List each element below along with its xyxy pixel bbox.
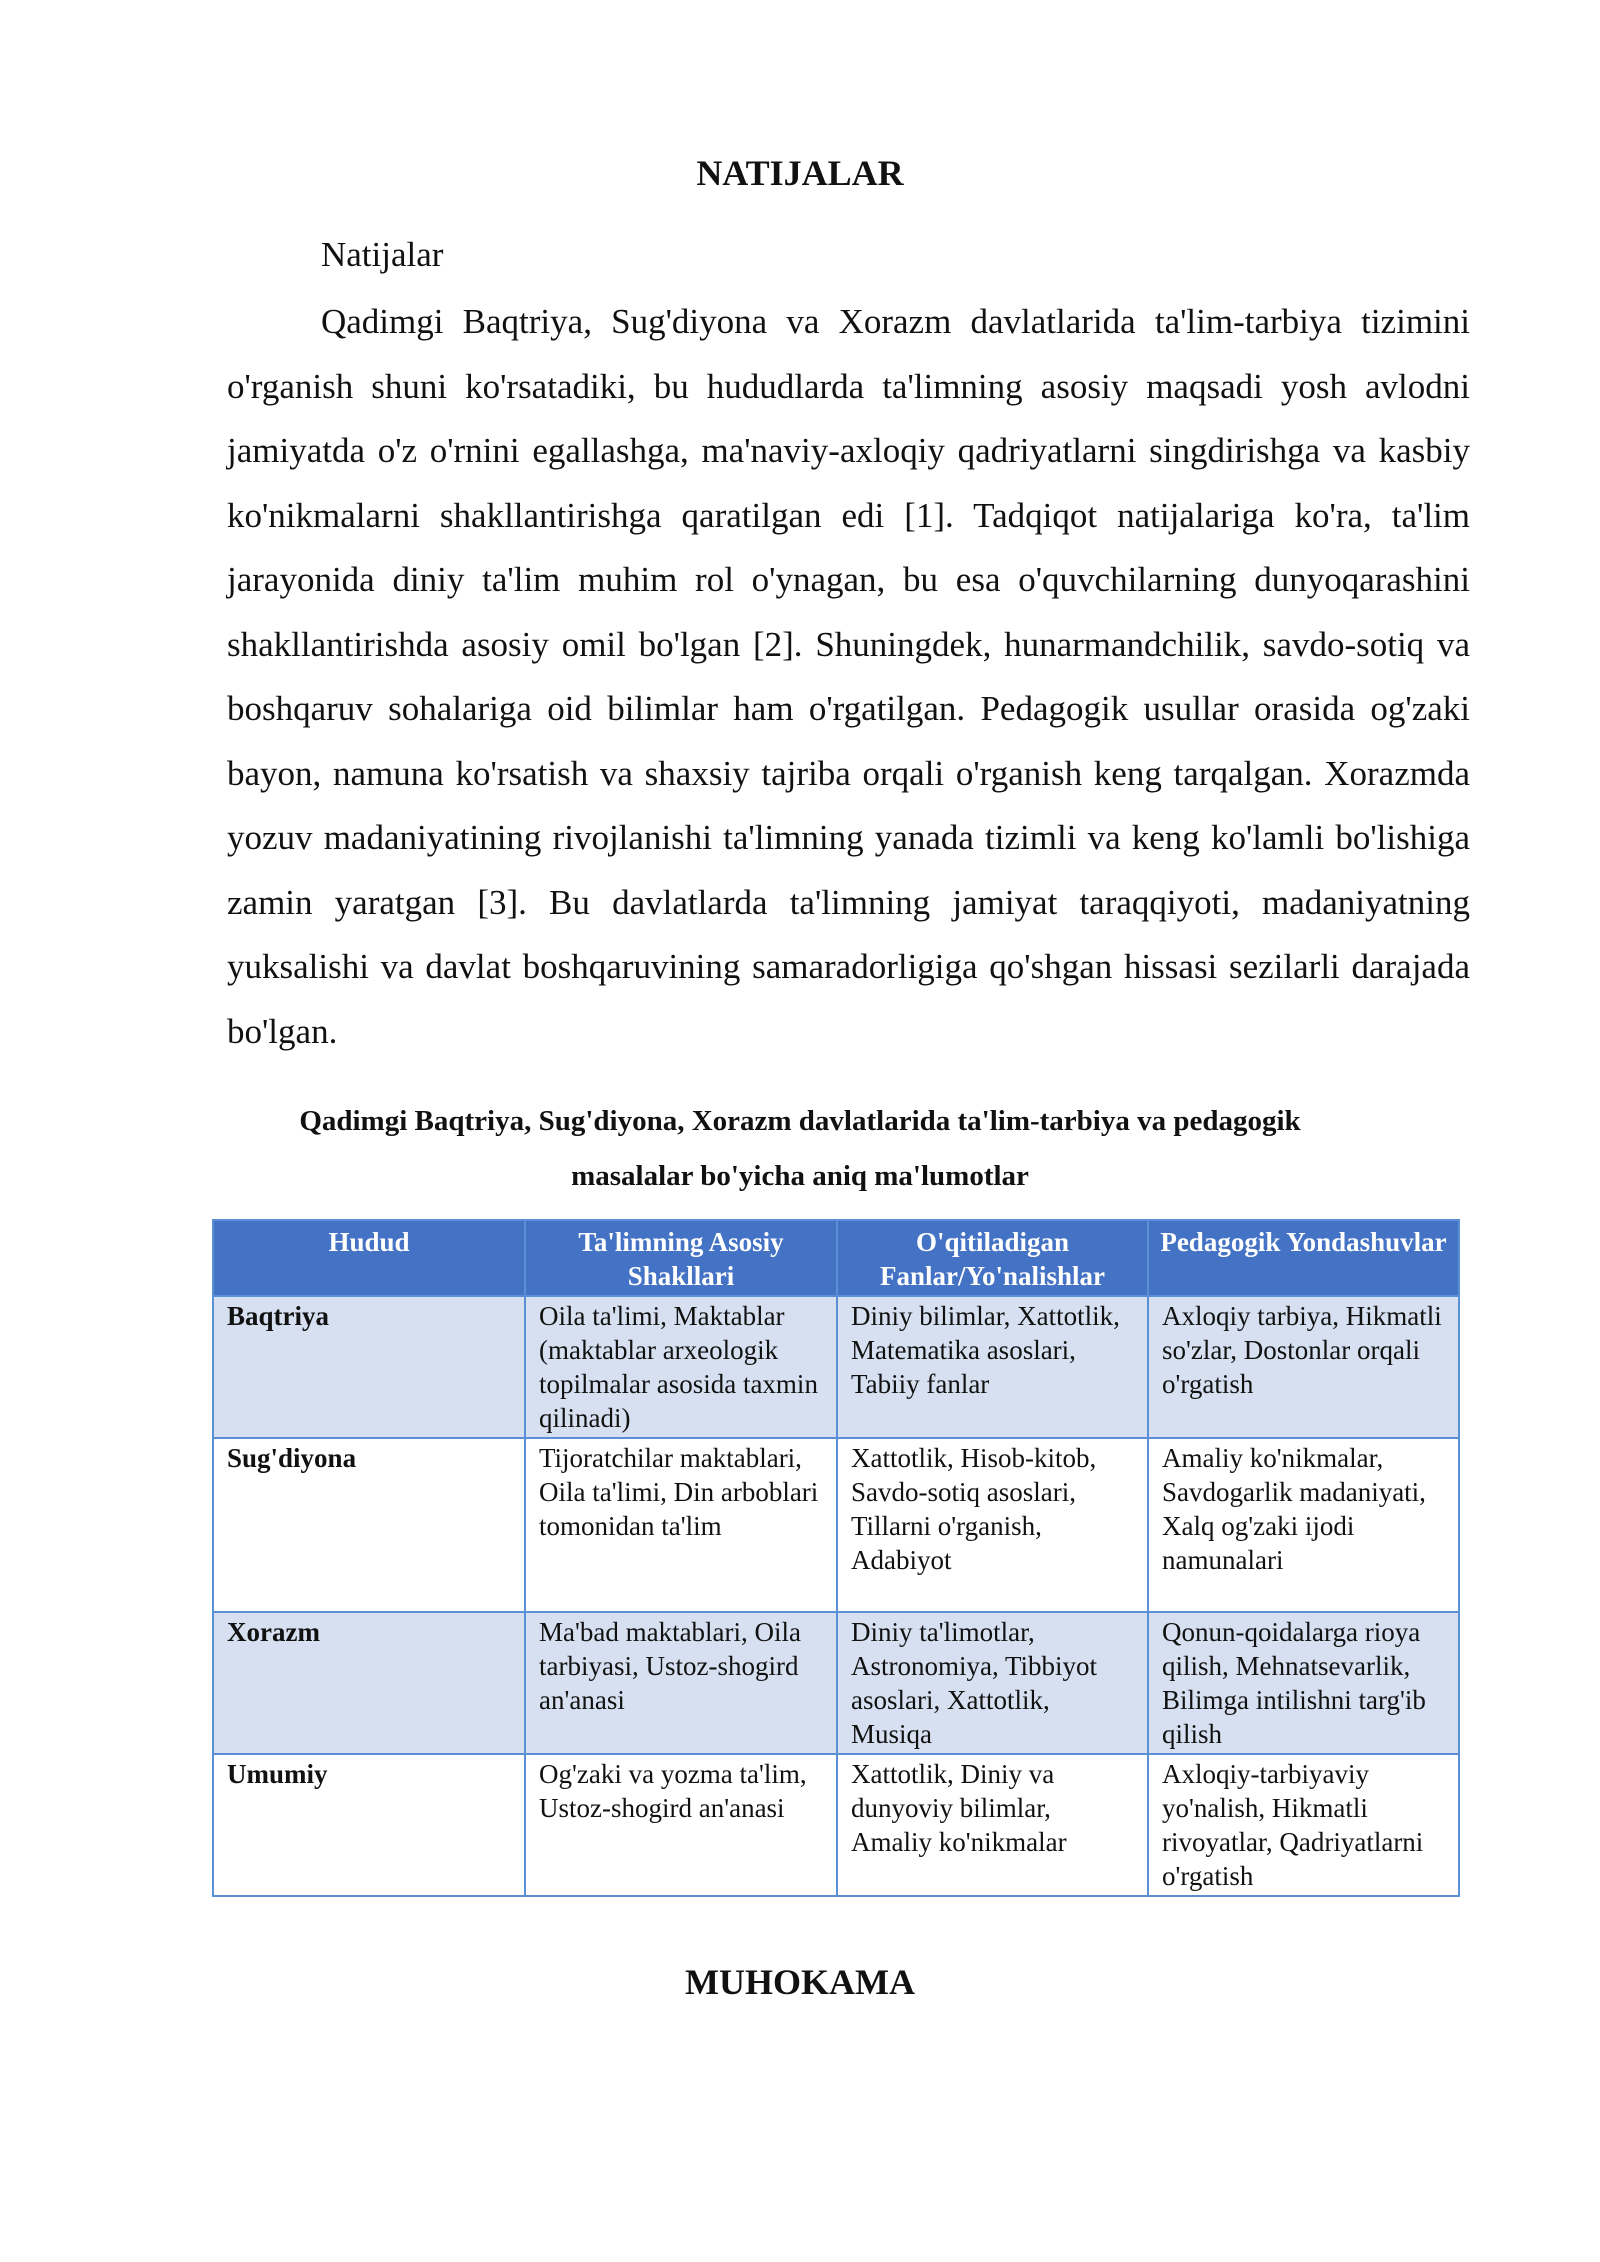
section-title: NATIJALAR [696,153,904,193]
table-row [213,1754,1459,1896]
subheading: Natijalar [321,235,444,274]
cell-forms: Ma'bad maktablari, Oila tarbiyasi, Ustoz-shogird an'anasi [525,1612,837,1754]
header-cell-approaches: Pedagogik Yondashuvlar [1148,1220,1459,1296]
cell-approaches: Axloqiy tarbiya, Hikmatli so'zlar, Dostonlar orqali o'rgatish [1148,1296,1459,1438]
cell-approaches: Qonun-qoidalarga rioya qilish, Mehnatsevarlik, Bilimga intilishni targ'ib qilish [1148,1612,1459,1754]
cell-region: Xorazm [213,1612,525,1754]
cell-approaches: Axloqiy-tarbiyaviy yo'nalish, Hikmatli rivoyatlar, Qadriyatlarni o'rgatish [1148,1754,1459,1896]
cell-region: Umumiy [213,1754,525,1896]
cell-forms: Tijoratchilar maktablari, Oila ta'limi, Din arboblari tomonidan ta'lim [525,1438,837,1612]
cell-subjects: Diniy bilimlar, Xattotlik, Matematika asoslari, Tabiiy fanlar [837,1296,1148,1438]
header-cell-region: Hudud [213,1220,525,1296]
body-paragraph: Qadimgi Baqtriya, Sug'diyona va Xorazm davlatlarida ta'lim-tarbiya tizimini o'rganish shuni ko'rsatadiki, bu hududlarda ta'limning asosiy maqsadi yosh avlodni jamiyatda o'z o'rnini egallashga, ma'naviy-axloqiy qadriyatlarni singdirishga va kasbiy ko'nikmalarni shakllantirishga qaratilgan edi [1]. Tadqiqot natijalariga ko'ra, ta'lim jarayonida diniy ta'lim muhim rol o'ynagan, bu esa o'quvchilarning dunyoqarashini shakllantirishda asosiy omil bo'lgan [2]. Shuningdek, hunarmandchilik, savdo-sotiq va boshqaruv sohalariga oid bilimlar ham o'rgatilgan. Pedagogik usullar orasida og'zaki bayon, namuna ko'rsatish va shaxsiy tajriba orqali o'rganish keng tarqalgan. Xorazmda yozuv madaniyatining rivojlanishi ta'limning yanada tizimli va keng ko'lamli bo'lishiga zamin yaratgan [3]. Bu davlatlarda ta'limning jamiyat taraqqiyoti, madaniyatning yuksalishi va davlat boshqaruvining samaradorligiga qo'shgan hissasi sezilarli darajada bo'lgan. [227,302,1470,1051]
cell-region: Sug'diyona [213,1438,525,1612]
cell-forms: Og'zaki va yozma ta'lim, Ustoz-shogird an'anasi [525,1754,837,1896]
cell-subjects: Xattotlik, Hisob-kitob, Savdo-sotiq asoslari, Tillarni o'rganish, Adabiyot [837,1438,1148,1612]
table-caption-line-2: masalalar bo'yicha aniq ma'lumotlar [571,1160,1029,1192]
cell-subjects: Diniy ta'limotlar, Astronomiya, Tibbiyot asoslari, Xattotlik, Musiqa [837,1612,1148,1754]
cell-region: Baqtriya [213,1296,525,1438]
cell-forms: Oila ta'limi, Maktablar (maktablar arxeologik topilmalar asosida taxmin qilinadi) [525,1296,837,1438]
cell-approaches: Amaliy ko'nikmalar, Savdogarlik madaniyati, Xalq og'zaki ijodi namunalari [1148,1438,1459,1612]
header-cell-forms: Ta'limning Asosiy Shakllari [525,1220,837,1296]
table-caption [200,1094,1400,1204]
next-section-title: MUHOKAMA [685,1962,915,2002]
table-header-row [213,1220,1459,1296]
table-caption-line-1: Qadimgi Baqtriya, Sug'diyona, Xorazm davlatlarida ta'lim-tarbiya va pedagogik [299,1105,1301,1137]
table-row [213,1612,1459,1754]
header-cell-subjects: O'qitiladigan Fanlar/Yo'nalishlar [837,1220,1148,1296]
data-table [212,1219,1460,1897]
table-row [213,1438,1459,1612]
table-row [213,1296,1459,1438]
cell-subjects: Xattotlik, Diniy va dunyoviy bilimlar, Amaliy ko'nikmalar [837,1754,1148,1896]
